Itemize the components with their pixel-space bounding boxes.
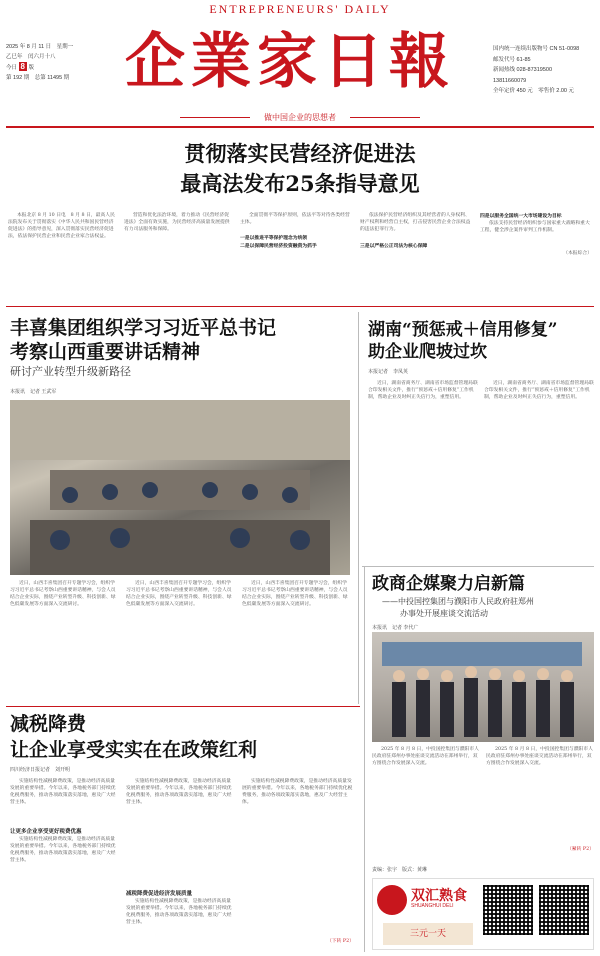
hotline: 新闻热线 028-87319500: [493, 67, 553, 73]
newspaper-logo: 企業家日報: [125, 27, 455, 97]
lead-column-1: 本报北京 8 月 10 日电 8 月 8 日，最高人民法院发布关于贯彻落实《中华人民共和国民营经济促进法》的指导意见，深入贯彻落实民营经济促进法，依法保护民营企业和民营企业家合法权益。: [8, 213, 115, 239]
meeting-photo-illustration: [10, 400, 350, 575]
left-article-headline-2: 考察山西重要讲话精神: [10, 341, 201, 363]
bottom-right-col-1: 2025 年 8 月 8 日，中投国控集团与濮阳市人民政府驻郑州办事处座谈交流活动在郑州举行，双方围绕合作发展深入交流。: [372, 747, 479, 766]
ad-brand: 双汇熟食: [411, 887, 467, 903]
bottom-left-col1-text-2: 实施结构性减税降费政策，是推动经济高质量发展的重要举措。今年以来，各地税务部门持续优化税费服务，推动各项政策落实落地，惠及广大经营主体。: [10, 837, 116, 863]
page-count-badge: 8: [20, 62, 25, 71]
bottom-left-col-2: [126, 778, 234, 950]
bottom-left-col2-text: 实施结构性减税降费政策，是推动经济高质量发展的重要举措。今年以来，各地税务部门持续优化税费服务，推动各项政策落实落地，惠及广大经营主体。: [126, 779, 232, 805]
bottom-left-sub-2: 减税降费促进经济发展质量: [126, 891, 193, 897]
left-article-col-2: 近日，山西丰喜集团召开专题学习会，组织学习习近平总书记考察山西重要讲话精神，与会人员结合企业实际，围绕产业转型升级、科技创新、绿色低碳发展等方面深入交流研讨。: [126, 581, 232, 607]
bottom-left-sub-1: 让更多企业享受更好税费优惠: [10, 829, 82, 835]
lead-column-4: [360, 212, 472, 304]
lead-col5-text: 依法支持民营经济组织参与国家重大战略和重大工程，健全涉企案件审判工作机制。: [480, 221, 590, 233]
lead-end-note: （本报综合）: [563, 251, 592, 256]
bottom-right-col2-text: 2025 年 8 月 8 日，中投国控集团与濮阳市人民政府驻郑州办事处座谈交流活动在郑州举行，双方围绕合作发展深入交流。: [486, 747, 593, 766]
english-masthead: ENTREPRENEURS' DAILY: [209, 2, 391, 16]
slogan-line-right: [350, 117, 420, 118]
bottom-left-byline: 四川经济日报记者 刘开明: [10, 767, 71, 773]
lead-divider: [6, 306, 594, 307]
lead-col3-text: 全面贯彻平等保护原则，依法平等对待各类经营主体。: [240, 213, 350, 225]
lead-col3-heading: 一是以推进平等保护理念为统领: [240, 235, 308, 241]
bottom-column-divider: [364, 566, 365, 952]
masthead-rule: [6, 126, 594, 128]
today-label: 今日: [6, 65, 18, 71]
ad-brand-en: SHUANGHUI DELI: [411, 903, 454, 909]
right-article-byline: 本报记者 李凤英: [368, 369, 409, 375]
lead-headline-1: 贯彻落实民营经济促进法: [184, 141, 416, 166]
shuanghui-ad: [372, 878, 594, 950]
left-article-headline-1: 丰喜集团组织学习习近平总书记: [10, 317, 277, 339]
bottom-right-subtitle-2: 办事处开展座谈交流活动: [400, 609, 488, 618]
bottom-left-end-mark: （下转 P2）: [327, 939, 354, 944]
bottom-left-headline-1: 减税降费: [10, 713, 87, 735]
lead-column-2: 营造和优化法治环境，着力推动《民营经济促进法》全面有效实施，为民营经济高质量发展提供有力司法服务和保障。: [124, 213, 230, 232]
right-article-headline-1: 湖南“预惩戒＋信用修复”: [368, 320, 558, 340]
masthead-date-block: [6, 42, 98, 83]
editors-line: 责编：张宇 版式：黄琳: [372, 867, 428, 873]
page-unit: 版: [28, 65, 35, 71]
group-photo: [372, 632, 594, 742]
bottom-right-end-mark: （紧转 P2）: [567, 847, 594, 852]
lunar-date-line: 乙巳年 闰六月十八: [6, 54, 56, 60]
lead-headline-2: 最高法发布25条指导意见: [180, 171, 420, 196]
qr-code-icon-1: [483, 885, 533, 935]
lead-col3-heading-2: 二是以保障民营经济投资融资为抓手: [240, 243, 317, 249]
masthead-info-block: [493, 44, 597, 97]
right-article-col-2: 近日，湖南省商务厅、湖南省市场监督管理局联合印发相关文件，推行“预惩戒＋信用修复”工作机制，帮助企业及时纠正失信行为，重塑信用。: [484, 381, 594, 400]
left-article-subtitle: 研讨产业转型升级新路径: [10, 365, 131, 378]
meeting-photo: [10, 400, 350, 575]
bottom-left-headline-2: 让企业享受实实在在政策红利: [10, 739, 258, 761]
bottom-right-headline: 政商企媒聚力启新篇: [372, 574, 525, 594]
bottom-right-col-2: [486, 746, 594, 862]
shuanghui-logo-icon: [377, 885, 407, 915]
lead-col5-heading: 四是以服务全国统一大市场建设为目标: [480, 213, 562, 219]
qr-code-icon-2: [539, 885, 589, 935]
left-article-byline: 本报讯 记者 王武军: [10, 389, 57, 395]
lead-column-5: [480, 212, 592, 304]
bottom-left-col1-text: 实施结构性减税降费政策，是推动经济高质量发展的重要举措。今年以来，各地税务部门持续优化税费服务，推动各项政策落实落地，惠及广大经营主体。: [10, 779, 116, 805]
bottom-left-col3-text: 实施结构性减税降费政策，是推动经济高质量发展的重要举措。今年以来，各地税务部门持续优化税费服务，推动各项政策落实落地，惠及广大经营主体。: [242, 779, 353, 805]
lead-col4-text: 依法保护民营经济组织及其经营者的人身权利、财产权利和经营自主权，打击侵害民营企业合法权益的违法犯罪行为。: [360, 213, 471, 232]
column-divider: [358, 312, 359, 704]
slogan-bar: [180, 112, 420, 124]
issue-number: 第 192 期 总第 11495 期: [6, 75, 70, 81]
left-article-col-3: 近日，山西丰喜集团召开专题学习会，组织学习习近平总书记考察山西重要讲话精神，与会人员结合企业实际，围绕产业转型升级、科技创新、绿色低碳发展等方面深入交流研讨。: [242, 581, 348, 607]
price-line: 全年定价 450 元 零售价 2.00 元: [493, 88, 574, 94]
bottom-left-col-3: [242, 778, 354, 950]
slogan: 做中国企业的思想者: [264, 113, 336, 122]
postal-code: 邮发代号 61-85: [493, 56, 531, 63]
right-divider: [362, 566, 594, 567]
page-count-line: [6, 62, 98, 73]
group-photo-illustration: [372, 632, 594, 742]
bottom-left-divider: [6, 706, 360, 707]
date-line: 2025 年 8 月 11 日 星期一: [6, 44, 74, 50]
bottom-right-subtitle-1: ——中投国控集团与濮阳市人民政府驻郑州: [382, 597, 534, 606]
cn-code: 国内统一连续出版物号 CN 51-0098: [493, 46, 580, 52]
ad-tagline: 三元一天: [383, 923, 473, 945]
lead-col4-heading: 三是以严格公正司法为核心保障: [360, 243, 428, 249]
right-article-headline-2: 助企业爬坡过坎: [368, 342, 487, 362]
bottom-right-byline: 本报讯 记者 李代广: [372, 625, 419, 631]
bottom-left-col2-text-2: 实施结构性减税降费政策，是推动经济高质量发展的重要举措。今年以来，各地税务部门持续优化税费服务，推动各项政策落实落地，惠及广大经营主体。: [126, 899, 232, 925]
right-article-col-1: 近日，湖南省商务厅、湖南省市场监督管理局联合印发相关文件，推行“预惩戒＋信用修复”工作机制，帮助企业及时纠正失信行为，重塑信用。: [368, 381, 478, 400]
lead-column-3: [240, 212, 352, 304]
hotline-2: 13811660079: [493, 77, 527, 84]
left-article-col-1: 近日，山西丰喜集团召开专题学习会，组织学习习近平总书记考察山西重要讲话精神，与会人员结合企业实际，围绕产业转型升级、科技创新、绿色低碳发展等方面深入交流研讨。: [10, 581, 116, 607]
bottom-left-col-1: [10, 778, 118, 950]
